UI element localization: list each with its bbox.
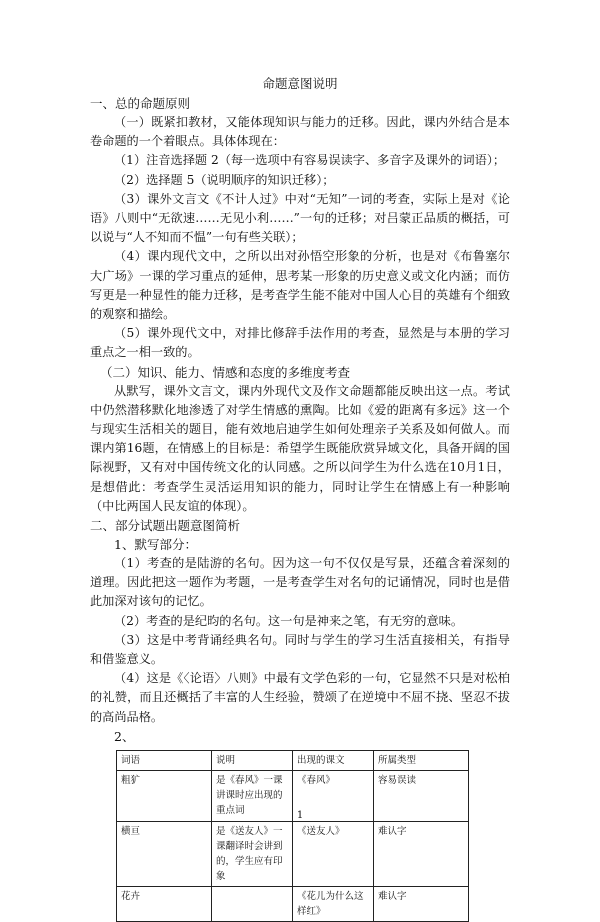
paragraph: （2）选择题 5（说明顺序的知识迁移）； [114,172,335,187]
table-header: 词语 [117,750,212,770]
document-page [90,70,510,922]
section-2-heading: 二、部分试题出题意图简析 [90,518,241,534]
subsection-heading: （二）知识、能力、情感和态度的多维度考查 [100,364,351,380]
table-row [117,821,469,886]
table-cell: 容易误读 [374,770,469,821]
paragraph: （1）注音选择题 2（每一选项中有容易误读字、多音字及课外的词语）； [114,153,506,168]
table-cell: 难认字 [374,821,469,886]
doc-title: 命题意图说明 [262,76,338,91]
paragraph: （一）既紧扣教材，又能体现知识与能力的迁移。因此，课内外结合是本卷命题的一个着眼点。具体体现在： [90,115,510,149]
paragraph: （4）课内现代文中，之所以出对孙悟空形象的分析，也是对《布鲁塞尔大广场》一课的学习重点的延伸，思考某一形象的历史意义或文化内涵；而仿写更是一种显性的能力迁移，是考查学生能不能对中国人心目的英雄有个细致的观察和描绘。 [90,249,510,322]
table-cell: 《送友人》 [293,821,374,886]
table-cell: 花卉 [117,886,212,921]
page-number: 1 [296,810,304,821]
table-cell: 《春风》 [293,770,374,821]
paragraph: （5）课外现代文中，对排比修辞手法作用的考查，显然是与本册的学习重点之一相一致的。 [90,326,510,360]
paragraph: （3）这是中考背诵经典名句。同时与学生的学习生活直接相关，有指导和借鉴意义。 [90,632,510,667]
table-row [117,886,469,921]
table-header: 说明 [212,750,293,770]
subsection-heading: 1、默写部分： [114,537,197,553]
table-cell: 是《送友人》一课翻译时会讲到的，学生应有印象 [212,821,293,886]
table-cell: 横亘 [117,821,212,886]
paragraph: （4）这是《〈论语〉八则》中最有文学色彩的一句，它显然不只是对松柏的礼赞，而且还概括了丰富的人生经验，赞颂了在逆境中不屈不挠、坚忍不拔的高尚品格。 [90,671,510,724]
table-cell: 难认字 [374,886,469,921]
table-cell: 是《春风》一课讲课时应出现的重点词 [212,770,293,821]
table-cell: 《花儿为什么这样红》 [293,886,374,921]
paragraph: （3）课外文言文《不计人过》中对“无知”一词的考查，实际上是对《论语》八则中“无欲速……无见小利……”一句的迁移；对吕蒙正品质的概括，可以说与“人不知而不愠”一句有些关联）； [90,191,510,245]
table-cell: 粗犷 [117,770,212,821]
paragraph: （1）考查的是陆游的名句。因为这一句不仅仅是写景，还蕴含着深刻的道理。因此把这一题作为考题，一是考查学生对名句的记诵情况，同时也是借此加深对该句的记忆。 [90,556,510,609]
table-header: 所属类型 [374,750,469,770]
table-header-row [117,750,469,770]
table-cell [212,886,293,921]
vocabulary-table [116,750,469,922]
section-1-heading: 一、总的命题原则 [90,96,191,111]
paragraph: 从默写，课外文言文，课内外现代文及作文命题都能反映出这一点。考试中仍然潜移默化地渗透了对学生情感的熏陶。比如《爱的距离有多远》这一个与现实生活相关的题目，能有效地启迪学生如何处理亲子关系及如何做人。而课内第16题，在情感上的目标是：希望学生既能欣赏异域文化，具备开阔的国际视野，又有对中国传统文化的认同感。之所以问学生为什么选在10月1日，是想借此：考查学生灵活运用知识的能力，同时让学生在情感上有一种影响（中比两国人民友谊的体现）。 [90,383,510,513]
paragraph: （2）考查的是纪昀的名句。这一句是神来之笔，有无穷的意味。 [114,613,464,628]
table-header: 出现的课文 [293,750,374,770]
subsection-heading: 2、 [114,728,135,744]
